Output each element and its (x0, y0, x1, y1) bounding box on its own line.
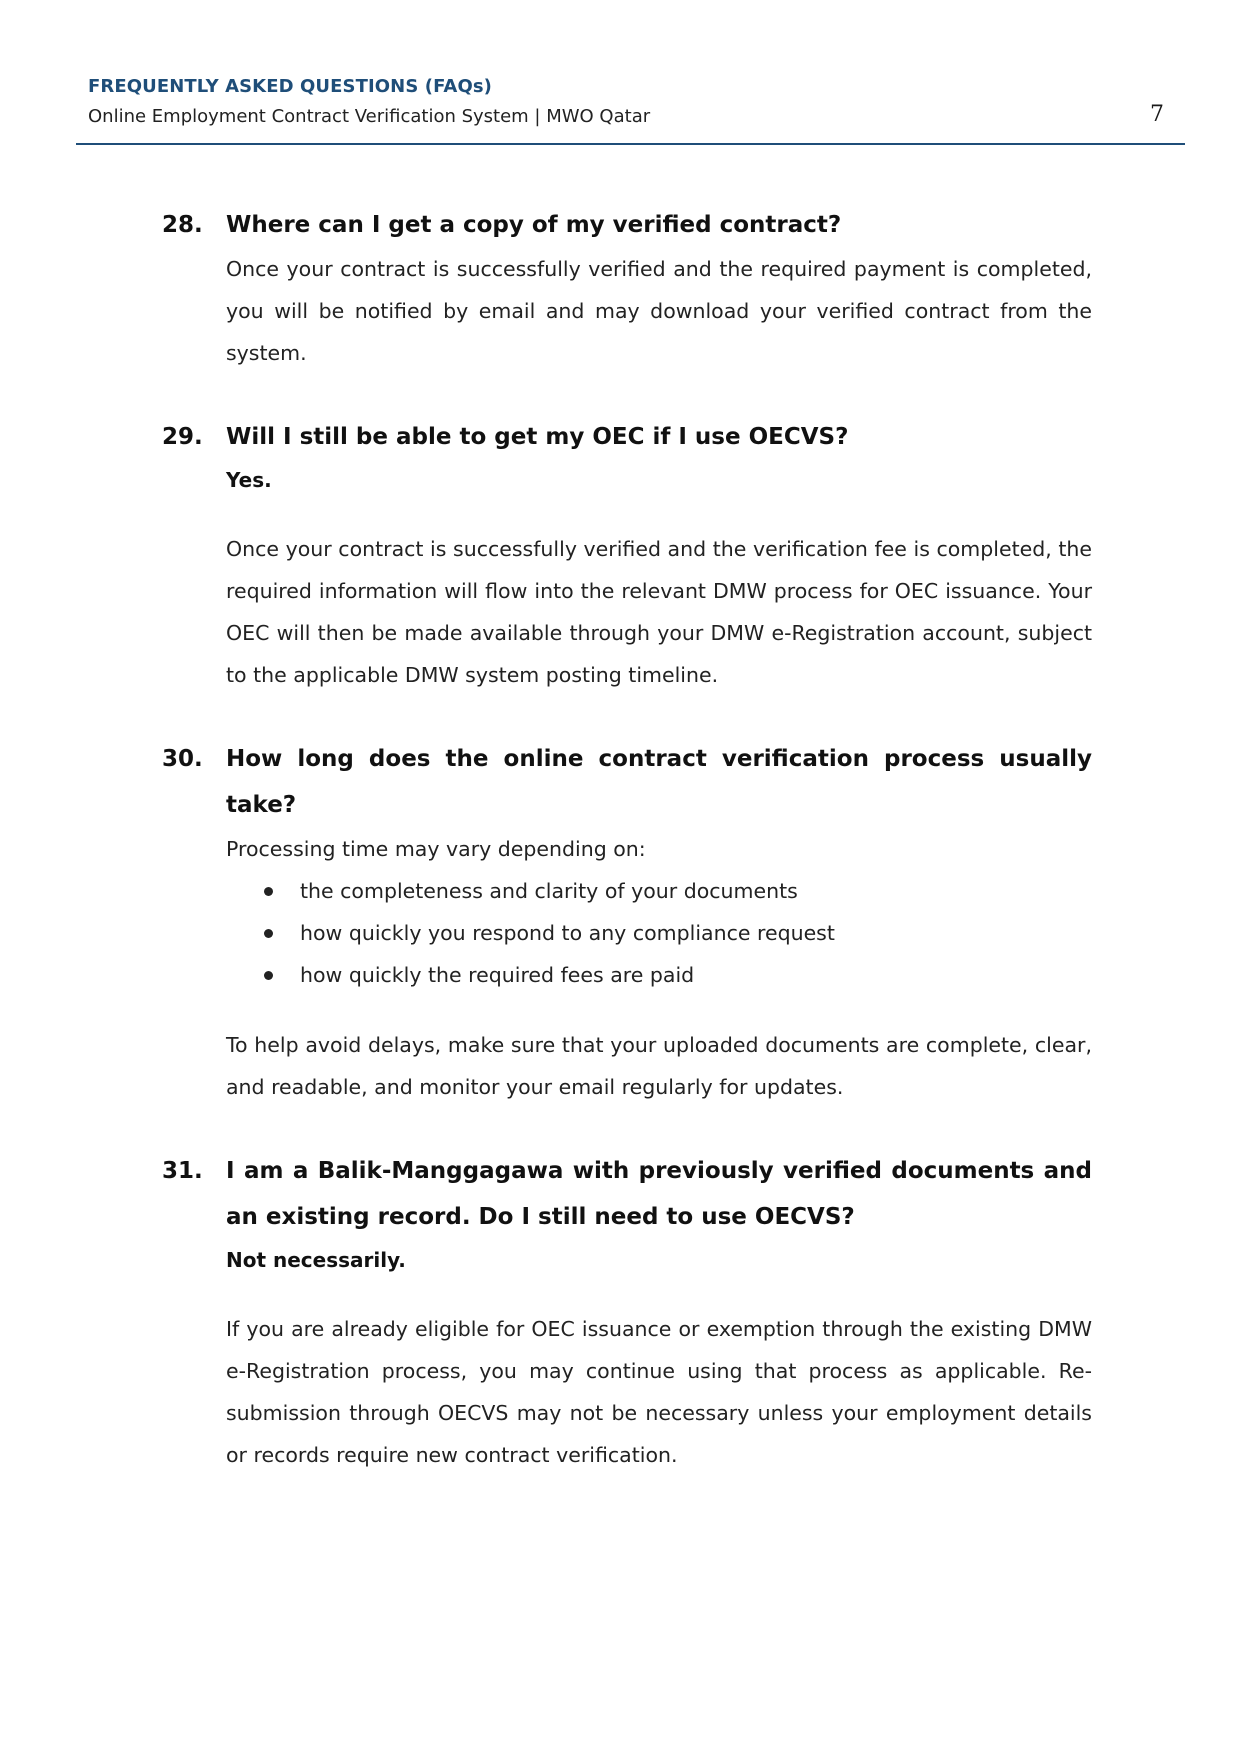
bullet-list (226, 870, 1092, 996)
faq-short-answer: Yes. (226, 468, 272, 492)
faq-body (226, 414, 1092, 696)
bullet-item (226, 954, 1092, 996)
faq-item-29 (162, 414, 1092, 696)
bullet-text: how quickly the required fees are paid (300, 963, 695, 987)
faq-number: 30. (162, 746, 203, 772)
faq-question: Where can I get a copy of my verified contract? (226, 212, 842, 238)
faq-body (226, 202, 1092, 374)
faq-answer: If you are already eligible for OEC issuance or exemption through the existing DMW e-Registration process, you may continue using that process as applicable. Re-submission through OECVS may not be necessary unless your employment details or records require new contract verification. (226, 1317, 1092, 1467)
bullet-item (226, 870, 1092, 912)
faq-number: 29. (162, 424, 203, 450)
faq-answer: Once your contract is successfully verified and the verification fee is completed, the required information will flow into the relevant DMW process for OEC issuance. Your OEC will then be made available through your DMW e-Registration account, subject to the applicable DMW system posting timeline. (226, 537, 1092, 687)
faq-question: I am a Balik-Manggagawa with previously verified documents and an existing record. Do I still need to use OECVS? (226, 1158, 1092, 1230)
faq-short-answer: Not necessarily. (226, 1248, 406, 1272)
faq-body (226, 736, 1092, 1108)
bullet-item (226, 912, 1092, 954)
faq-item-31 (162, 1148, 1092, 1476)
faq-question: How long does the online contract verification process usually take? (226, 746, 1092, 818)
bullet-icon (264, 887, 273, 896)
faq-body (226, 1148, 1092, 1476)
faq-number: 31. (162, 1158, 203, 1184)
faq-question: Will I still be able to get my OEC if I use OECVS? (226, 424, 849, 450)
header-title: FREQUENTLY ASKED QUESTIONS (FAQs) (88, 76, 493, 97)
faq-list (162, 202, 1092, 1516)
faq-item-28 (162, 202, 1092, 374)
bullet-icon (264, 971, 273, 980)
faq-answer: To help avoid delays, make sure that your uploaded documents are complete, clear, and readable, and monitor your email regularly for updates. (226, 1033, 1092, 1099)
bullet-text: how quickly you respond to any compliance request (300, 921, 835, 945)
faq-number: 28. (162, 212, 203, 238)
bullet-icon (264, 929, 273, 938)
page-number: 7 (1150, 102, 1164, 127)
faq-answer: Once your contract is successfully verified and the required payment is completed, you will be notified by email and may download your verified contract from the system. (226, 257, 1092, 365)
header-divider (76, 143, 1185, 145)
faq-item-30 (162, 736, 1092, 1108)
page-header (88, 74, 1173, 132)
header-subtitle: Online Employment Contract Verification System | MWO Qatar (88, 106, 651, 127)
faq-intro: Processing time may vary depending on: (226, 837, 646, 861)
bullet-text: the completeness and clarity of your documents (300, 879, 798, 903)
